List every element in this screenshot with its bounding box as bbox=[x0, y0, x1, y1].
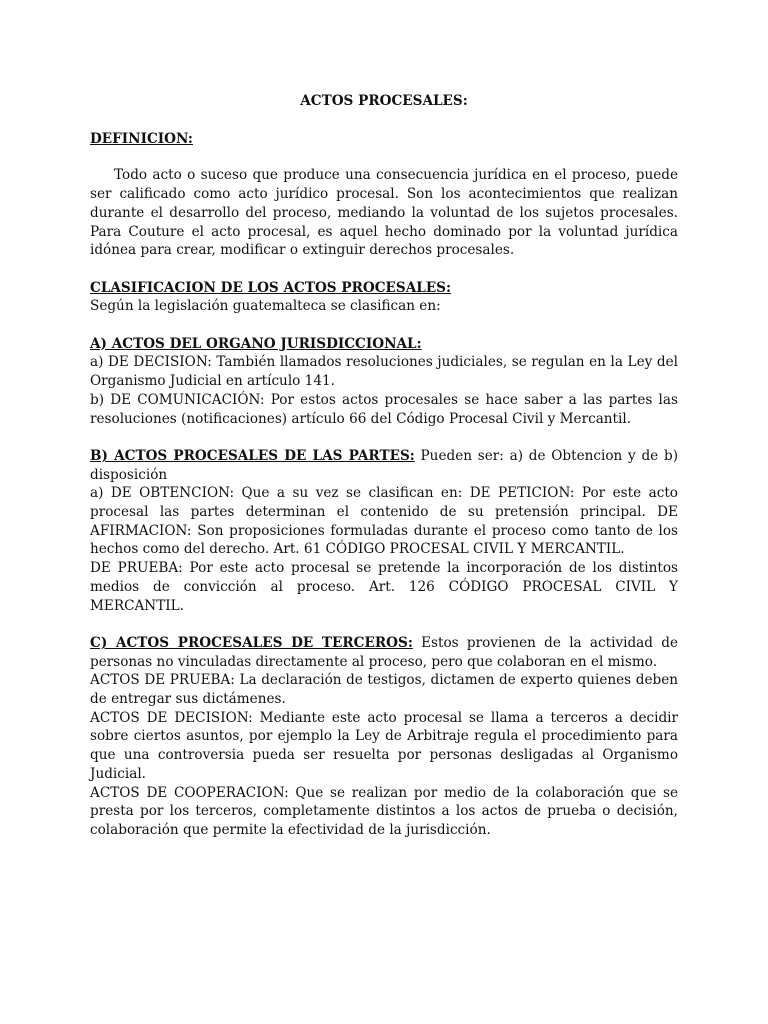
section-a-item-decision: a) DE DECISION: También llamados resoluciones judiciales, se regulan en la Ley del Organismo Judicial en artículo 141. bbox=[90, 354, 678, 390]
document-title: ACTOS PROCESALES: bbox=[300, 93, 468, 109]
section-c-item-prueba: ACTOS DE PRUEBA: La declaración de testigos, dictamen de experto quienes deben de entregar sus dictámenes. bbox=[90, 672, 678, 708]
document-page bbox=[90, 92, 678, 840]
section-b-heading: B) ACTOS PROCESALES DE LAS PARTES: bbox=[90, 447, 415, 464]
clasificacion-heading-text: CLASIFICACION DE LOS ACTOS PROCESALES: bbox=[90, 279, 452, 296]
section-b-item-prueba: DE PRUEBA: Por este acto procesal se pretende la incorporación de los distintos medios de convicción al proceso. Art. 126 CÓDIGO PROCESAL CIVIL Y MERCANTIL. bbox=[90, 560, 678, 614]
section-b-item-obtencion: a) DE OBTENCION: Que a su vez se clasifican en: DE PETICION: Por este acto procesal las partes determinan el contenido de su pretensión principal. DE AFIRMACION: Son proposiciones formuladas durante el proceso como tanto de los hechos como del derecho. Art. 61 CÓDIGO PROCESAL CIVIL Y MERCANTIL. bbox=[90, 485, 678, 558]
section-c-heading-paragraph bbox=[90, 634, 678, 671]
section-c-intro: Estos provienen de la actividad de personas no vinculadas directamente al proceso, pero que colaboran en el mismo. bbox=[90, 634, 679, 670]
section-c-item-decision: ACTOS DE DECISION: Mediante este acto procesal se llama a terceros a decidir sobre ciertos asuntos, por ejemplo la Ley de Arbitraje regula el procedimiento para que una controversia pueda ser resuelta por personas desligadas al Organismo Judicial. bbox=[90, 709, 678, 782]
section-b-heading-paragraph bbox=[90, 447, 678, 484]
spacer bbox=[90, 428, 678, 447]
section-a-item-comunicacion: b) DE COMUNICACIÓN: Por estos actos procesales se hace saber a las partes las resoluciones (notificaciones) artículo 66 del Código Procesal Civil y Mercantil. bbox=[90, 391, 678, 427]
definicion-paragraph: Todo acto o suceso que produce una consecuencia jurídica en el proceso, puede ser calificado como acto jurídico procesal. Son los acontecimientos que realizan durante el desarrollo del proceso, mediando la voluntad de los sujetos procesales. Para Couture el acto procesal, es aquel hecho dominado por la voluntad jurídica idónea para crear, modificar o extinguir derechos procesales. bbox=[90, 167, 678, 259]
section-b-intro: Pueden ser: a) de Obtencion y de b) disposición bbox=[90, 447, 678, 483]
spacer bbox=[90, 260, 678, 279]
spacer bbox=[90, 615, 678, 634]
spacer bbox=[90, 316, 678, 335]
clasificacion-heading bbox=[90, 279, 678, 298]
clasificacion-intro: Según la legislación guatemalteca se clasifican en: bbox=[90, 298, 441, 315]
section-c-heading: C) ACTOS PROCESALES DE TERCEROS: bbox=[90, 634, 413, 651]
definicion-heading: DEFINICION: bbox=[90, 130, 193, 147]
section-a-heading bbox=[90, 335, 678, 354]
section-c-item-cooperacion: ACTOS DE COOPERACION: Que se realizan por medio de la colaboración que se presta por los terceros, completamente distintos a los actos de prueba o decisión, colaboración que permite la efectividad de la jurisdicción. bbox=[90, 784, 678, 838]
section-a-heading-text: A) ACTOS DEL ORGANO JURISDICCIONAL: bbox=[90, 335, 422, 352]
